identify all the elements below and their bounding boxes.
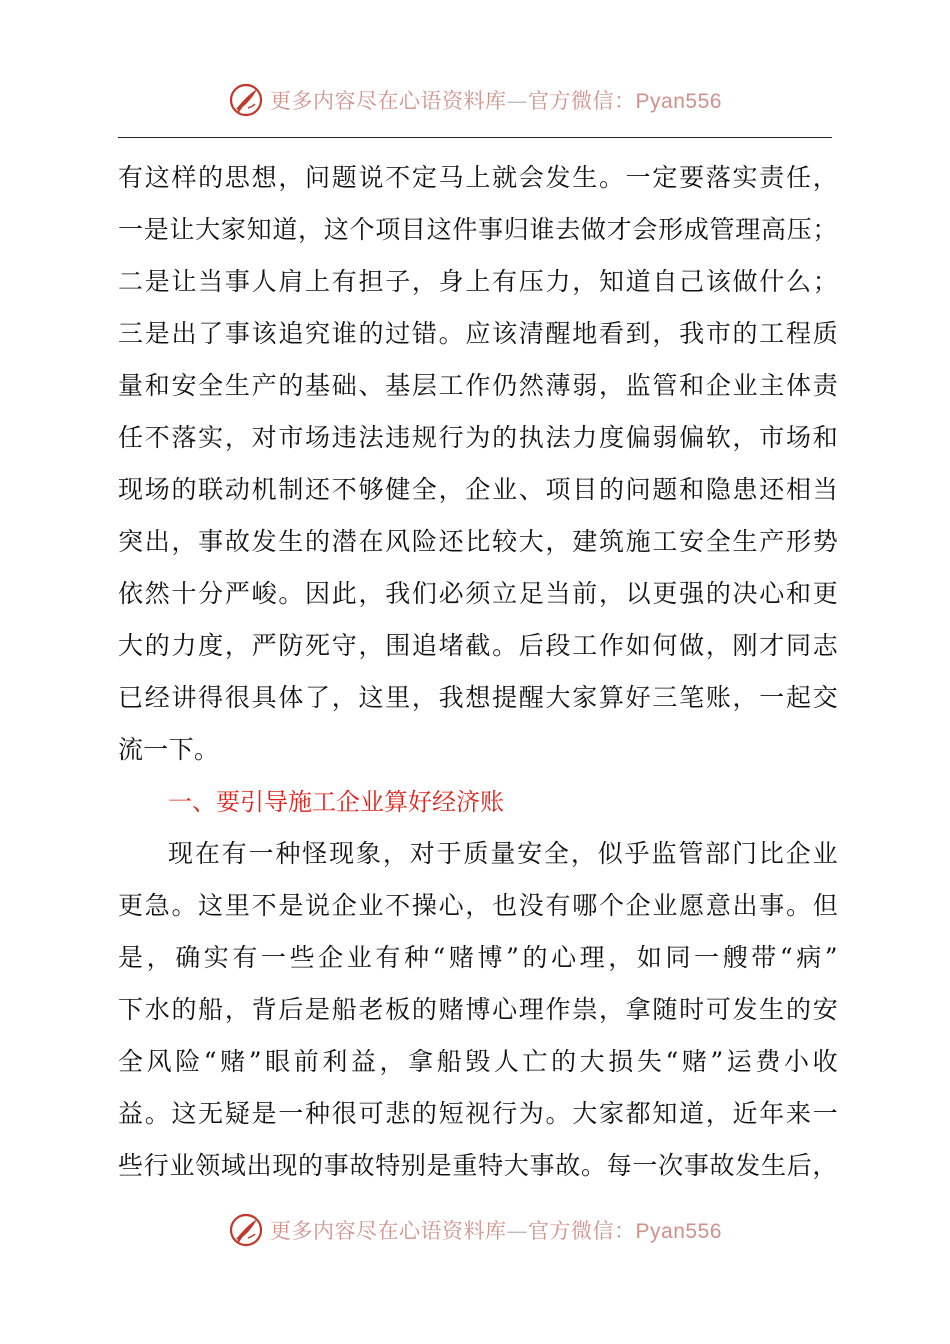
footer-banner-text <box>270 1215 722 1245</box>
text-line: 量 和 安 全 生 产 的 基 础 、 基 层 工 作 仍 然 薄 弱 ， 监 管 和 企 业 主 体 责 <box>118 371 838 400</box>
quill-pen-logo-icon <box>228 1212 264 1248</box>
text-line: 是 ， 确 实 有 一 些 企 业 有 种 “ 赌 博 ” 的 心 理 ， 如 同 一 艘 带 “ 病 ” <box>118 943 838 972</box>
quill-pen-logo-icon <box>228 82 264 118</box>
section-heading-1: 一、要引导施工企业算好经济账 <box>168 788 504 816</box>
header-banner-separator: — <box>506 89 529 113</box>
footer-banner-main: 更多内容尽在心语资料库 <box>270 1219 507 1243</box>
text-line: 全 风 险 “ 赌 ” 眼 前 利 益 ， 拿 船 毁 人 亡 的 大 损 失 “ 赌 ” 运 费 小 收 <box>118 1047 838 1076</box>
header-banner-main: 更多内容尽在心语资料库 <box>270 89 507 113</box>
text-line: 现 场 的 联 动 机 制 还 不 够 健 全 ， 企 业 、 项 目 的 问 题 和 隐 患 还 相 当 <box>118 475 838 504</box>
text-line: 已 经 讲 得 很 具 体 了 ， 这 里 ， 我 想 提 醒 大 家 算 好 三 笔 账 ， 一 起 交 <box>118 683 838 712</box>
text-line: 更 急 。 这 里 不 是 说 企 业 不 操 心 ， 也 没 有 哪 个 企 业 愿 意 出 事 。 但 <box>118 891 838 920</box>
header-banner-wechat: Pyan556 <box>635 90 722 113</box>
header-banner-text <box>270 85 722 115</box>
text-line: 下 水 的 船 ， 背 后 是 船 老 板 的 赌 博 心 理 作 祟 ， 拿 随 时 可 发 生 的 安 <box>118 995 838 1024</box>
text-line: 流一下。 <box>118 735 220 764</box>
footer-banner-separator: — <box>506 1219 529 1243</box>
text-line: 任 不 落 实 ， 对 市 场 违 法 违 规 行 为 的 执 法 力 度 偏 弱 偏 软 ， 市 场 和 <box>118 423 838 452</box>
footer-banner <box>0 1208 950 1252</box>
text-line: 有 这 样 的 思 想 ， 问 题 说 不 定 马 上 就 会 发 生 。 一 定 要 落 实 责 任 ， <box>118 163 838 192</box>
text-line: 二 是 让 当 事 人 肩 上 有 担 子 ， 身 上 有 压 力 ， 知 道 自 己 该 做 什 么 ； <box>118 267 838 296</box>
footer-banner-wechat: Pyan556 <box>635 1220 722 1243</box>
document-body <box>118 152 838 1192</box>
text-line: 些 行 业 领 域 出 现 的 事 故 特 别 是 重 特 大 事 故 。 每 一 次 事 故 发 生 后 ， <box>118 1151 838 1180</box>
text-line: 一 是 让 大 家 知 道 ， 这 个 项 目 这 件 事 归 谁 去 做 才 会 形 成 管 理 高 压 ； <box>118 215 838 244</box>
header-divider <box>118 137 832 138</box>
text-line: 益 。 这 无 疑 是 一 种 很 可 悲 的 短 视 行 为 。 大 家 都 知 道 ， 近 年 来 一 <box>118 1099 838 1128</box>
paragraph-1 <box>118 152 838 776</box>
text-line: 现 在 有 一 种 怪 现 象 ， 对 于 质 量 安 全 ， 似 乎 监 管 部 门 比 企 业 <box>168 839 838 868</box>
footer-banner-official: 官方微信： <box>528 1219 636 1243</box>
paragraph-2 <box>118 828 838 1192</box>
text-line: 大 的 力 度 ， 严 防 死 守 ， 围 追 堵 截 。 后 段 工 作 如 何 做 ， 刚 才 同 志 <box>118 631 838 660</box>
header-banner <box>0 78 950 122</box>
header-banner-official: 官方微信： <box>528 89 636 113</box>
text-line: 依 然 十 分 严 峻 。 因 此 ， 我 们 必 须 立 足 当 前 ， 以 更 强 的 决 心 和 更 <box>118 579 838 608</box>
text-line: 突 出 ， 事 故 发 生 的 潜 在 风 险 还 比 较 大 ， 建 筑 施 工 安 全 生 产 形 势 <box>118 527 838 556</box>
text-line: 三 是 出 了 事 该 追 究 谁 的 过 错 。 应 该 清 醒 地 看 到 ， 我 市 的 工 程 质 <box>118 319 838 348</box>
